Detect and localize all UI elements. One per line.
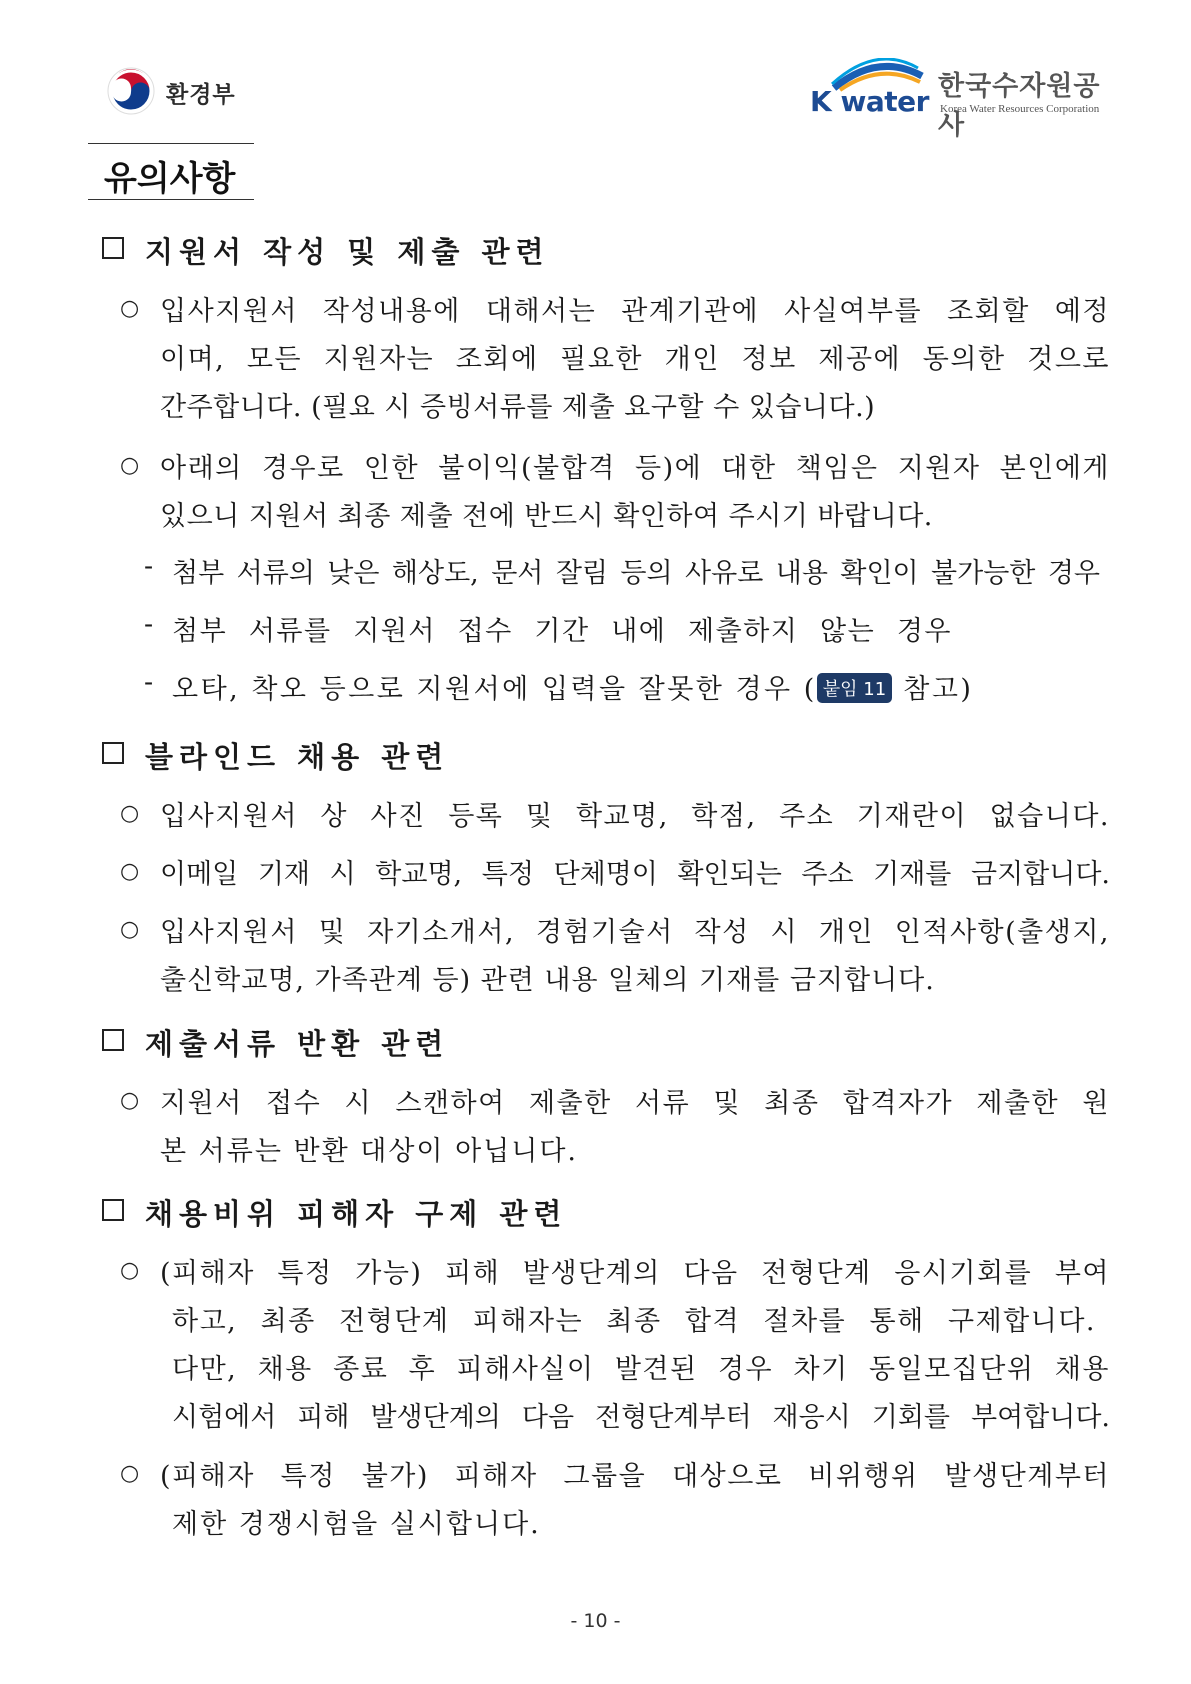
dash-line: 첨부 서류의 낮은 해상도, 문서 잘림 등의 사유로 내용 확인이 불가능한 경우 — [172, 558, 1100, 589]
checkbox-icon — [102, 742, 124, 764]
dash-icon: - — [144, 551, 154, 582]
kwater-wordmark: K water — [810, 85, 929, 118]
ministry-name: 환경부 — [166, 82, 236, 108]
attachment-badge: 붙임 11 — [817, 673, 892, 703]
dash-text: 오타, 착오 등으로 지원서에 입력을 잘못한 경우 ( — [172, 674, 817, 705]
bullet-icon: ○ — [120, 1461, 140, 1486]
ministry-logo — [100, 62, 250, 122]
page-title: 유의사항 — [104, 159, 236, 199]
bullet-line: 출신학교명, 가족관계 등) 관련 내용 일체의 기재를 금지합니다. — [160, 965, 935, 996]
bullet-icon: ○ — [120, 1088, 140, 1113]
section-title: 블라인드 채용 관련 — [145, 740, 450, 774]
bullet-line: (피해자 특정 불가) 피해자 그룹을 대상으로 비위행위 발생단계부터 — [160, 1461, 1110, 1492]
section-title: 제출서류 반환 관련 — [145, 1027, 450, 1061]
org-name: 한국수자원공사 — [938, 71, 1101, 141]
taegeuk-emblem-icon — [106, 66, 156, 116]
bullet-line: 하고, 최종 전형단계 피해자는 최종 합격 절차를 통해 구제합니다. — [172, 1306, 1096, 1337]
bullet-icon: ○ — [120, 453, 140, 478]
bullet-line: 다만, 채용 종료 후 피해사실이 발견된 경우 차기 동일모집단위 채용 — [172, 1354, 1110, 1385]
dash-text: 참고) — [892, 674, 974, 705]
section-title: 채용비위 피해자 구제 관련 — [145, 1197, 568, 1231]
section-title: 지원서 작성 및 제출 관련 — [145, 235, 550, 269]
bullet-line: 입사지원서 상 사진 등록 및 학교명, 학점, 주소 기재란이 없습니다. — [160, 801, 1110, 832]
checkbox-icon — [102, 237, 124, 259]
bullet-line: 간주합니다. (필요 시 증빙서류를 제출 요구할 수 있습니다.) — [160, 392, 876, 423]
bullet-line: 있으니 지원서 최종 제출 전에 반드시 확인하여 주시기 바랍니다. — [160, 501, 933, 532]
dash-icon: - — [144, 609, 154, 640]
bullet-icon: ○ — [120, 296, 140, 321]
bullet-line: 아래의 경우로 인한 불이익(불합격 등)에 대한 책임은 지원자 본인에게 — [160, 453, 1110, 484]
kwater-logo — [810, 58, 1110, 141]
bullet-icon: ○ — [120, 917, 140, 942]
bullet-icon: ○ — [120, 801, 140, 826]
bullet-line: 이메일 기재 시 학교명, 특정 단체명이 확인되는 주소 기재를 금지합니다. — [160, 859, 1110, 890]
bullet-icon: ○ — [120, 1258, 140, 1283]
checkbox-icon — [102, 1029, 124, 1051]
dash-line — [172, 667, 973, 706]
bullet-line: 시험에서 피해 발생단계의 다음 전형단계부터 재응시 기회를 부여합니다. — [172, 1402, 1110, 1433]
bullet-line: 이며, 모든 지원자는 조회에 필요한 개인 정보 제공에 동의한 것으로 — [160, 344, 1110, 375]
bullet-line: 본 서류는 반환 대상이 아닙니다. — [160, 1136, 578, 1167]
bullet-line: (피해자 특정 가능) 피해 발생단계의 다음 전형단계 응시기회를 부여 — [160, 1258, 1110, 1289]
bullet-icon: ○ — [120, 859, 140, 884]
bullet-line: 입사지원서 작성내용에 대해서는 관계기관에 사실여부를 조회할 예정 — [160, 296, 1110, 327]
bullet-line: 제한 경쟁시험을 실시합니다. — [172, 1509, 541, 1540]
org-subtitle: Korea Water Resources Corporation — [940, 103, 1100, 115]
checkbox-icon — [102, 1199, 124, 1221]
dash-icon: - — [144, 667, 154, 698]
dash-line: 첨부 서류를 지원서 접수 기간 내에 제출하지 않는 경우 — [172, 616, 952, 647]
page-title-box — [88, 143, 254, 200]
bullet-line: 입사지원서 및 자기소개서, 경험기술서 작성 시 개인 인적사항(출생지, — [160, 917, 1110, 948]
bullet-line: 지원서 접수 시 스캔하여 제출한 서류 및 최종 합격자가 제출한 원 — [160, 1088, 1110, 1119]
page-number: - 10 - — [570, 1610, 621, 1632]
